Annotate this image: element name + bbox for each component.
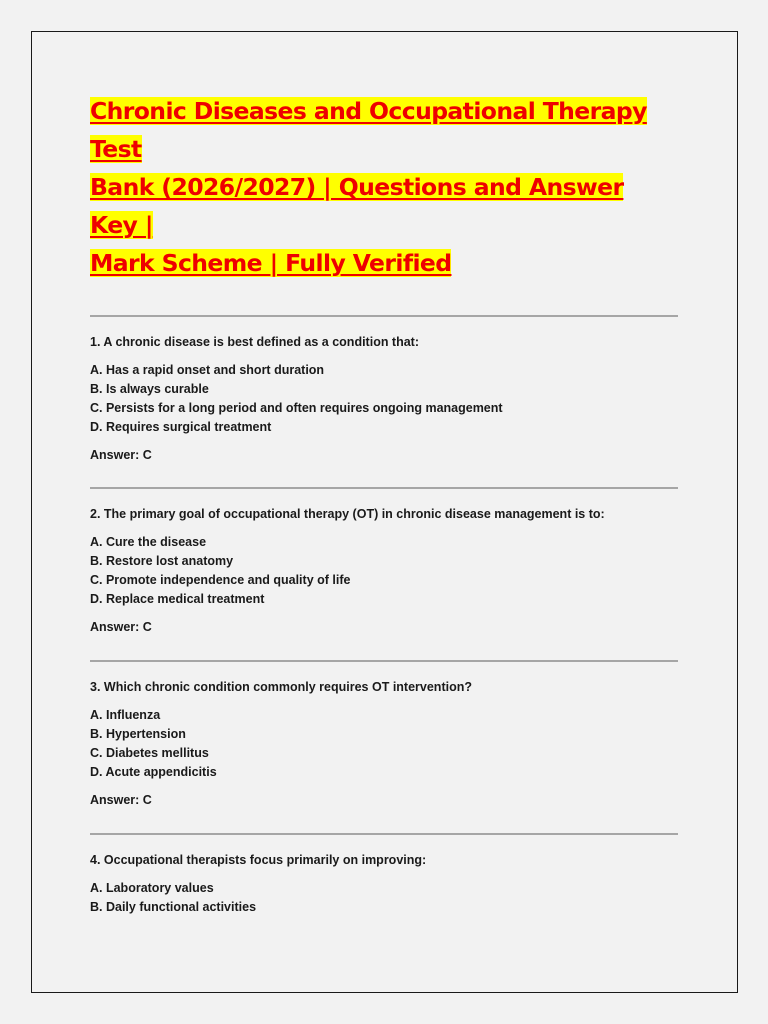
title-line-3: Mark Scheme | Fully Verified: [90, 249, 452, 277]
question-block-4: [90, 833, 680, 917]
option-c: C. Persists for a long period and often requires ongoing management: [90, 401, 503, 415]
answer-text: Answer: C: [90, 793, 152, 807]
options-list: [90, 361, 680, 437]
option-a: A. Influenza: [90, 708, 161, 722]
document-title: [90, 92, 660, 282]
question-text: 3. Which chronic condition commonly requires OT intervention?: [90, 680, 472, 694]
option-a: A. Has a rapid onset and short duration: [90, 363, 325, 377]
answer-text: Answer: C: [90, 620, 152, 634]
option-d: D. Acute appendicitis: [90, 765, 217, 779]
options-list: [90, 879, 680, 917]
option-c: C. Diabetes mellitus: [90, 746, 209, 760]
title-line-1: Chronic Diseases and Occupational Therapy Test: [90, 97, 647, 163]
title-line-2: Bank (2026/2027) | Questions and Answer Key |: [90, 173, 624, 239]
question-block-2: [90, 487, 680, 636]
option-b: B. Daily functional activities: [90, 900, 257, 914]
question-block-3: [90, 660, 680, 809]
question-text: 1. A chronic disease is best defined as a condition that:: [90, 335, 420, 349]
question-text: 2. The primary goal of occupational therapy (OT) in chronic disease management is to:: [90, 507, 605, 521]
divider: [90, 660, 678, 662]
option-d: D. Replace medical treatment: [90, 592, 265, 606]
question-block-1: [90, 315, 680, 464]
divider: [90, 487, 678, 489]
option-d: D. Requires surgical treatment: [90, 420, 272, 434]
option-b: B. Is always curable: [90, 382, 209, 396]
question-text: 4. Occupational therapists focus primarily on improving:: [90, 853, 427, 867]
answer-text: Answer: C: [90, 448, 152, 462]
option-a: A. Cure the disease: [90, 535, 207, 549]
divider: [90, 833, 678, 835]
divider: [90, 315, 678, 317]
option-a: A. Laboratory values: [90, 881, 214, 895]
option-c: C. Promote independence and quality of life: [90, 573, 351, 587]
options-list: [90, 706, 680, 782]
document-page: [31, 31, 738, 993]
options-list: [90, 533, 680, 609]
option-b: B. Hypertension: [90, 727, 186, 741]
option-b: B. Restore lost anatomy: [90, 554, 234, 568]
